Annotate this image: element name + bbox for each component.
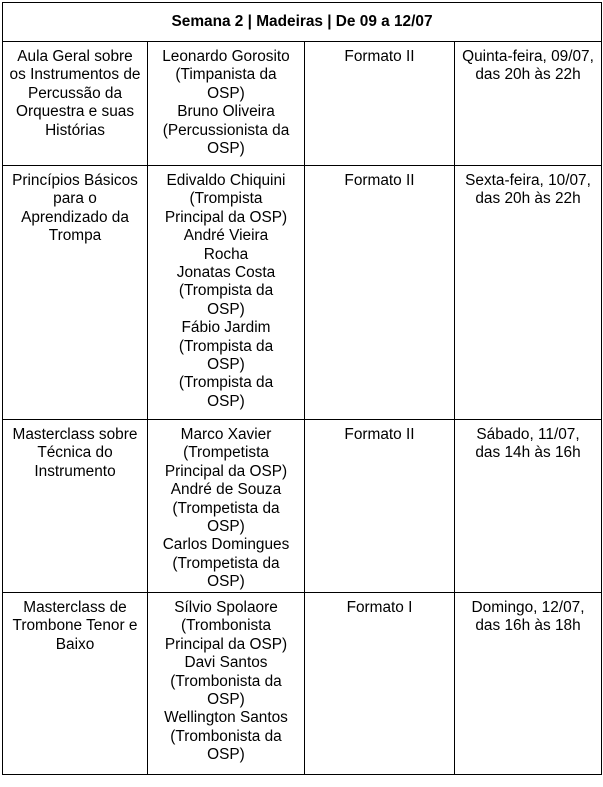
schedule-line: das 16h às 18h — [475, 617, 581, 635]
schedule-line: Quinta-feira, 09/07, — [462, 48, 594, 65]
course-line: Técnica do — [37, 444, 113, 462]
teachers-line: (Trombonista da — [170, 672, 282, 690]
course-line: Orquestra e suas — [15, 103, 135, 121]
schedule-line: das 20h às 22h — [475, 66, 581, 84]
course-line: para o — [53, 190, 97, 208]
teachers-line: OSP) — [207, 691, 245, 709]
schedule-cell — [455, 420, 602, 593]
teachers-line: Rocha — [203, 245, 249, 263]
format-cell: Formato II — [305, 166, 455, 420]
course-line: Masterclass de — [23, 599, 127, 616]
course-cell — [3, 593, 148, 775]
course-line: Princípios Básicos — [12, 172, 138, 189]
teachers-line: André de Souza — [170, 481, 282, 499]
teachers-line: Sílvio Spolaore — [174, 599, 278, 616]
course-line: Percussão da — [27, 84, 123, 102]
teachers-cell — [148, 42, 305, 166]
teachers-line: OSP) — [207, 573, 245, 591]
course-line: os Instrumentos de — [9, 66, 141, 84]
teachers-line: Edivaldo Chiquini — [166, 172, 286, 189]
teachers-line: (Trompista — [189, 190, 263, 208]
teachers-line: Principal da OSP) — [164, 208, 288, 226]
course-line: Baixo — [55, 635, 95, 653]
teachers-line: OSP) — [207, 140, 245, 158]
teachers-cell — [148, 593, 305, 775]
schedule-cell — [455, 42, 602, 166]
table-row — [3, 420, 602, 593]
schedule-line: Sexta-feira, 10/07, — [465, 172, 591, 189]
table-row — [3, 593, 602, 775]
teachers-line: (Trombonista da — [170, 727, 282, 745]
teachers-line: (Trombonista — [180, 617, 272, 635]
table-row — [3, 42, 602, 166]
course-line: Aula Geral sobre — [17, 48, 133, 65]
schedule-line: Sábado, 11/07, — [476, 426, 580, 443]
schedule-line: Domingo, 12/07, — [471, 599, 585, 616]
teachers-line: OSP) — [207, 356, 245, 374]
teachers-line: (Trompetista da — [172, 554, 280, 572]
teachers-line: André Vieira — [183, 227, 269, 245]
teachers-line: Marco Xavier — [180, 426, 272, 443]
course-line: Trombone Tenor e — [12, 617, 138, 635]
format-cell: Formato I — [305, 593, 455, 775]
teachers-line: (Trompetista da — [172, 499, 280, 517]
teachers-line: Bruno Oliveira — [177, 103, 275, 121]
table-row — [3, 166, 602, 420]
teachers-line: Wellington Santos — [164, 709, 288, 727]
teachers-line: Principal da OSP) — [164, 462, 288, 480]
teachers-line: OSP) — [207, 746, 245, 764]
teachers-line: (Trompista da — [178, 374, 274, 392]
schedule-line: das 20h às 22h — [475, 190, 581, 208]
course-line: Trompa — [48, 227, 102, 245]
course-line: Aprendizado da — [21, 208, 129, 226]
schedule-cell — [455, 166, 602, 420]
teachers-line: (Trompista da — [178, 337, 274, 355]
teachers-line: (Timpanista da — [175, 66, 277, 84]
teachers-line: Principal da OSP) — [164, 635, 288, 653]
format-cell: Formato II — [305, 42, 455, 166]
header-row — [3, 3, 602, 42]
format-cell: Formato II — [305, 420, 455, 593]
schedule-cell — [455, 593, 602, 775]
teachers-line: Carlos Domingues — [162, 536, 290, 554]
teachers-line: Fábio Jardim — [181, 319, 271, 337]
teachers-cell — [148, 420, 305, 593]
teachers-line: Jonatas Costa — [176, 264, 276, 282]
teachers-line: Leonardo Gorosito — [162, 48, 290, 65]
table-header: Semana 2 | Madeiras | De 09 a 12/07 — [3, 3, 602, 42]
teachers-line: OSP) — [207, 300, 245, 318]
teachers-line: (Trompista da — [178, 282, 274, 300]
teachers-line: OSP) — [207, 84, 245, 102]
course-cell — [3, 166, 148, 420]
course-line: Masterclass sobre — [12, 426, 138, 443]
course-cell — [3, 42, 148, 166]
teachers-line: OSP) — [207, 392, 245, 410]
schedule-line: das 14h às 16h — [475, 444, 581, 462]
course-line: Instrumento — [34, 462, 116, 480]
schedule-table — [2, 2, 602, 775]
teachers-line: (Percussionista da — [162, 121, 290, 139]
course-line: Histórias — [45, 121, 105, 139]
teachers-line: OSP) — [207, 518, 245, 536]
course-cell — [3, 420, 148, 593]
teachers-cell — [148, 166, 305, 420]
teachers-line: (Trompetista — [183, 444, 269, 462]
teachers-line: Davi Santos — [184, 654, 268, 672]
